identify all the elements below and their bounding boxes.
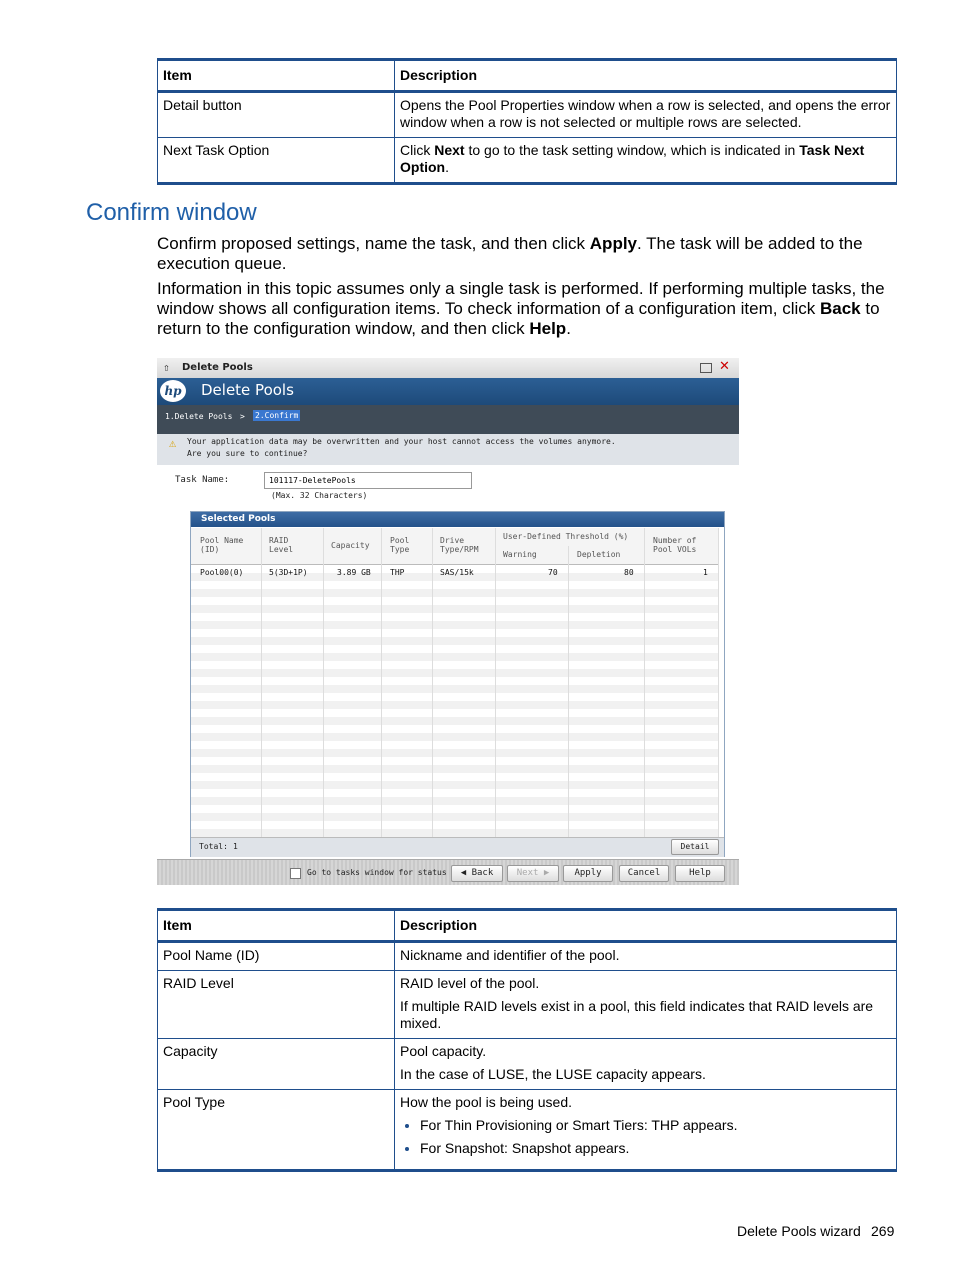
collapse-icon[interactable]: ⇧: [163, 361, 170, 374]
table-cell-item: Capacity: [158, 1039, 395, 1090]
table-row: [158, 971, 897, 1039]
table-header-row: [191, 528, 718, 565]
step-1: 1.Delete Pools: [165, 412, 233, 421]
cancel-button[interactable]: Cancel: [619, 865, 669, 882]
next-arrow-icon: ▶: [543, 868, 550, 878]
cell-pool-name: Pool00(0): [200, 568, 244, 577]
table-body: [191, 565, 718, 837]
table-row: [158, 1039, 897, 1090]
col-warning[interactable]: Warning: [503, 550, 537, 559]
go-to-tasks-checkbox[interactable]: [290, 868, 301, 879]
cell-depletion: 80: [624, 568, 634, 577]
panel-title: Selected Pools: [191, 512, 724, 527]
back-button[interactable]: ◀ Back: [451, 865, 503, 882]
col-drive-type[interactable]: Drive Type/RPM: [440, 536, 479, 554]
table-row: [158, 1090, 897, 1171]
cell-drive-type: SAS/15k: [440, 568, 474, 577]
table-cell-item: Next Task Option: [158, 138, 395, 184]
warning-line-1: Your application data may be overwritten and your host cannot access the volumes anymore.: [187, 437, 616, 446]
table-footer: [191, 837, 724, 857]
table-row: [158, 138, 897, 184]
step-2-current: 2.Confirm: [255, 411, 299, 420]
col-depletion[interactable]: Depletion: [577, 550, 621, 559]
col-number-of-vols[interactable]: Number of Pool VOLs: [653, 536, 697, 554]
table-cell-description: Pool capacity. In the case of LUSE, the LUSE capacity appears.: [395, 1039, 897, 1090]
maximize-icon[interactable]: [700, 363, 712, 373]
table-row: [158, 942, 897, 971]
hp-logo-icon: hp: [160, 380, 186, 402]
col-pool-type[interactable]: Pool Type: [390, 536, 410, 554]
total-label: Total:: [199, 842, 228, 851]
col-threshold[interactable]: User-Defined Threshold (%): [503, 532, 629, 541]
table-row: [158, 92, 897, 138]
table-cell-item: Pool Name (ID): [158, 942, 395, 971]
header-title: Delete Pools: [201, 381, 294, 399]
list-item: • For Thin Provisioning or Smart Tiers: THP appears.: [420, 1117, 891, 1134]
item-description-table-2: [157, 908, 897, 1172]
warning-line-2: Are you sure to continue?: [187, 449, 308, 458]
section-title: Confirm window: [86, 199, 257, 226]
footer-text: Delete Pools wizard: [737, 1223, 861, 1239]
paragraph-1: Confirm proposed settings, name the task, and then click Apply. The task will be added to the execution queue.: [157, 234, 863, 273]
table-cell-item: Pool Type: [158, 1090, 395, 1171]
task-name-input[interactable]: [264, 472, 472, 489]
table-cell-description: How the pool is being used. • For Thin Provisioning or Smart Tiers: THP appears. • For Snapshot: Snapshot appears.: [395, 1090, 897, 1171]
task-name-hint: (Max. 32 Characters): [271, 491, 368, 500]
table-cell-description: RAID level of the pool. If multiple RAID levels exist in a pool, this field indicates that RAID levels are mixed.: [395, 971, 897, 1039]
task-name-label: Task Name:: [175, 475, 230, 485]
step-separator: >: [240, 412, 245, 421]
go-to-tasks-label: Go to tasks window for status: [307, 868, 447, 877]
cell-raid-level: 5(3D+1P): [269, 568, 308, 577]
cell-pool-type: THP: [390, 568, 405, 577]
page-number: 269: [871, 1223, 895, 1239]
window-title: Delete Pools: [182, 362, 253, 373]
table-cell-item: Detail button: [158, 92, 395, 138]
item-description-table-1: [157, 58, 897, 185]
delete-pools-window-screenshot: [157, 358, 739, 885]
apply-button[interactable]: Apply: [563, 865, 613, 882]
warning-banner: [157, 434, 739, 465]
wizard-header: [157, 378, 739, 434]
table-row[interactable]: [191, 565, 718, 581]
warning-icon: ⚠: [169, 436, 177, 450]
total-value: 1: [233, 842, 238, 851]
next-button[interactable]: Next ▶: [507, 865, 559, 882]
paragraph-2: Information in this topic assumes only a single task is performed. If performing multiple tasks, the window shows all configuration items. To check information of a configuration item, click Back to return to the configuration window, and then click Help.: [157, 279, 885, 338]
help-button[interactable]: Help: [675, 865, 725, 882]
table-header-item: Item: [158, 910, 395, 942]
window-titlebar: [157, 358, 739, 379]
cell-pool-vols: 1: [703, 568, 708, 577]
back-arrow-icon: ◀: [460, 868, 467, 878]
table-cell-description: Nickname and identifier of the pool.: [395, 942, 897, 971]
table-cell-description: Click Next to go to the task setting window, which is indicated in Task Next Option.: [395, 138, 897, 184]
table-header-description: Description: [395, 60, 897, 92]
table-header-item: Item: [158, 60, 395, 92]
selected-pools-panel: [190, 511, 725, 857]
table-cell-item: RAID Level: [158, 971, 395, 1039]
bullet-list: [400, 1117, 891, 1157]
col-pool-name[interactable]: Pool Name (ID): [200, 536, 244, 554]
cell-warning: 70: [548, 568, 558, 577]
table-cell-description: Opens the Pool Properties window when a row is selected, and opens the error window when a row is not selected or multiple rows are selected.: [395, 92, 897, 138]
cell-capacity: 3.89 GB: [337, 568, 371, 577]
table-header-description: Description: [395, 910, 897, 942]
col-capacity[interactable]: Capacity: [331, 541, 370, 550]
detail-button[interactable]: Detail: [671, 839, 719, 855]
list-item: • For Snapshot: Snapshot appears.: [420, 1140, 891, 1157]
close-icon[interactable]: ✕: [719, 359, 730, 374]
col-raid-level[interactable]: RAID Level: [269, 536, 294, 554]
